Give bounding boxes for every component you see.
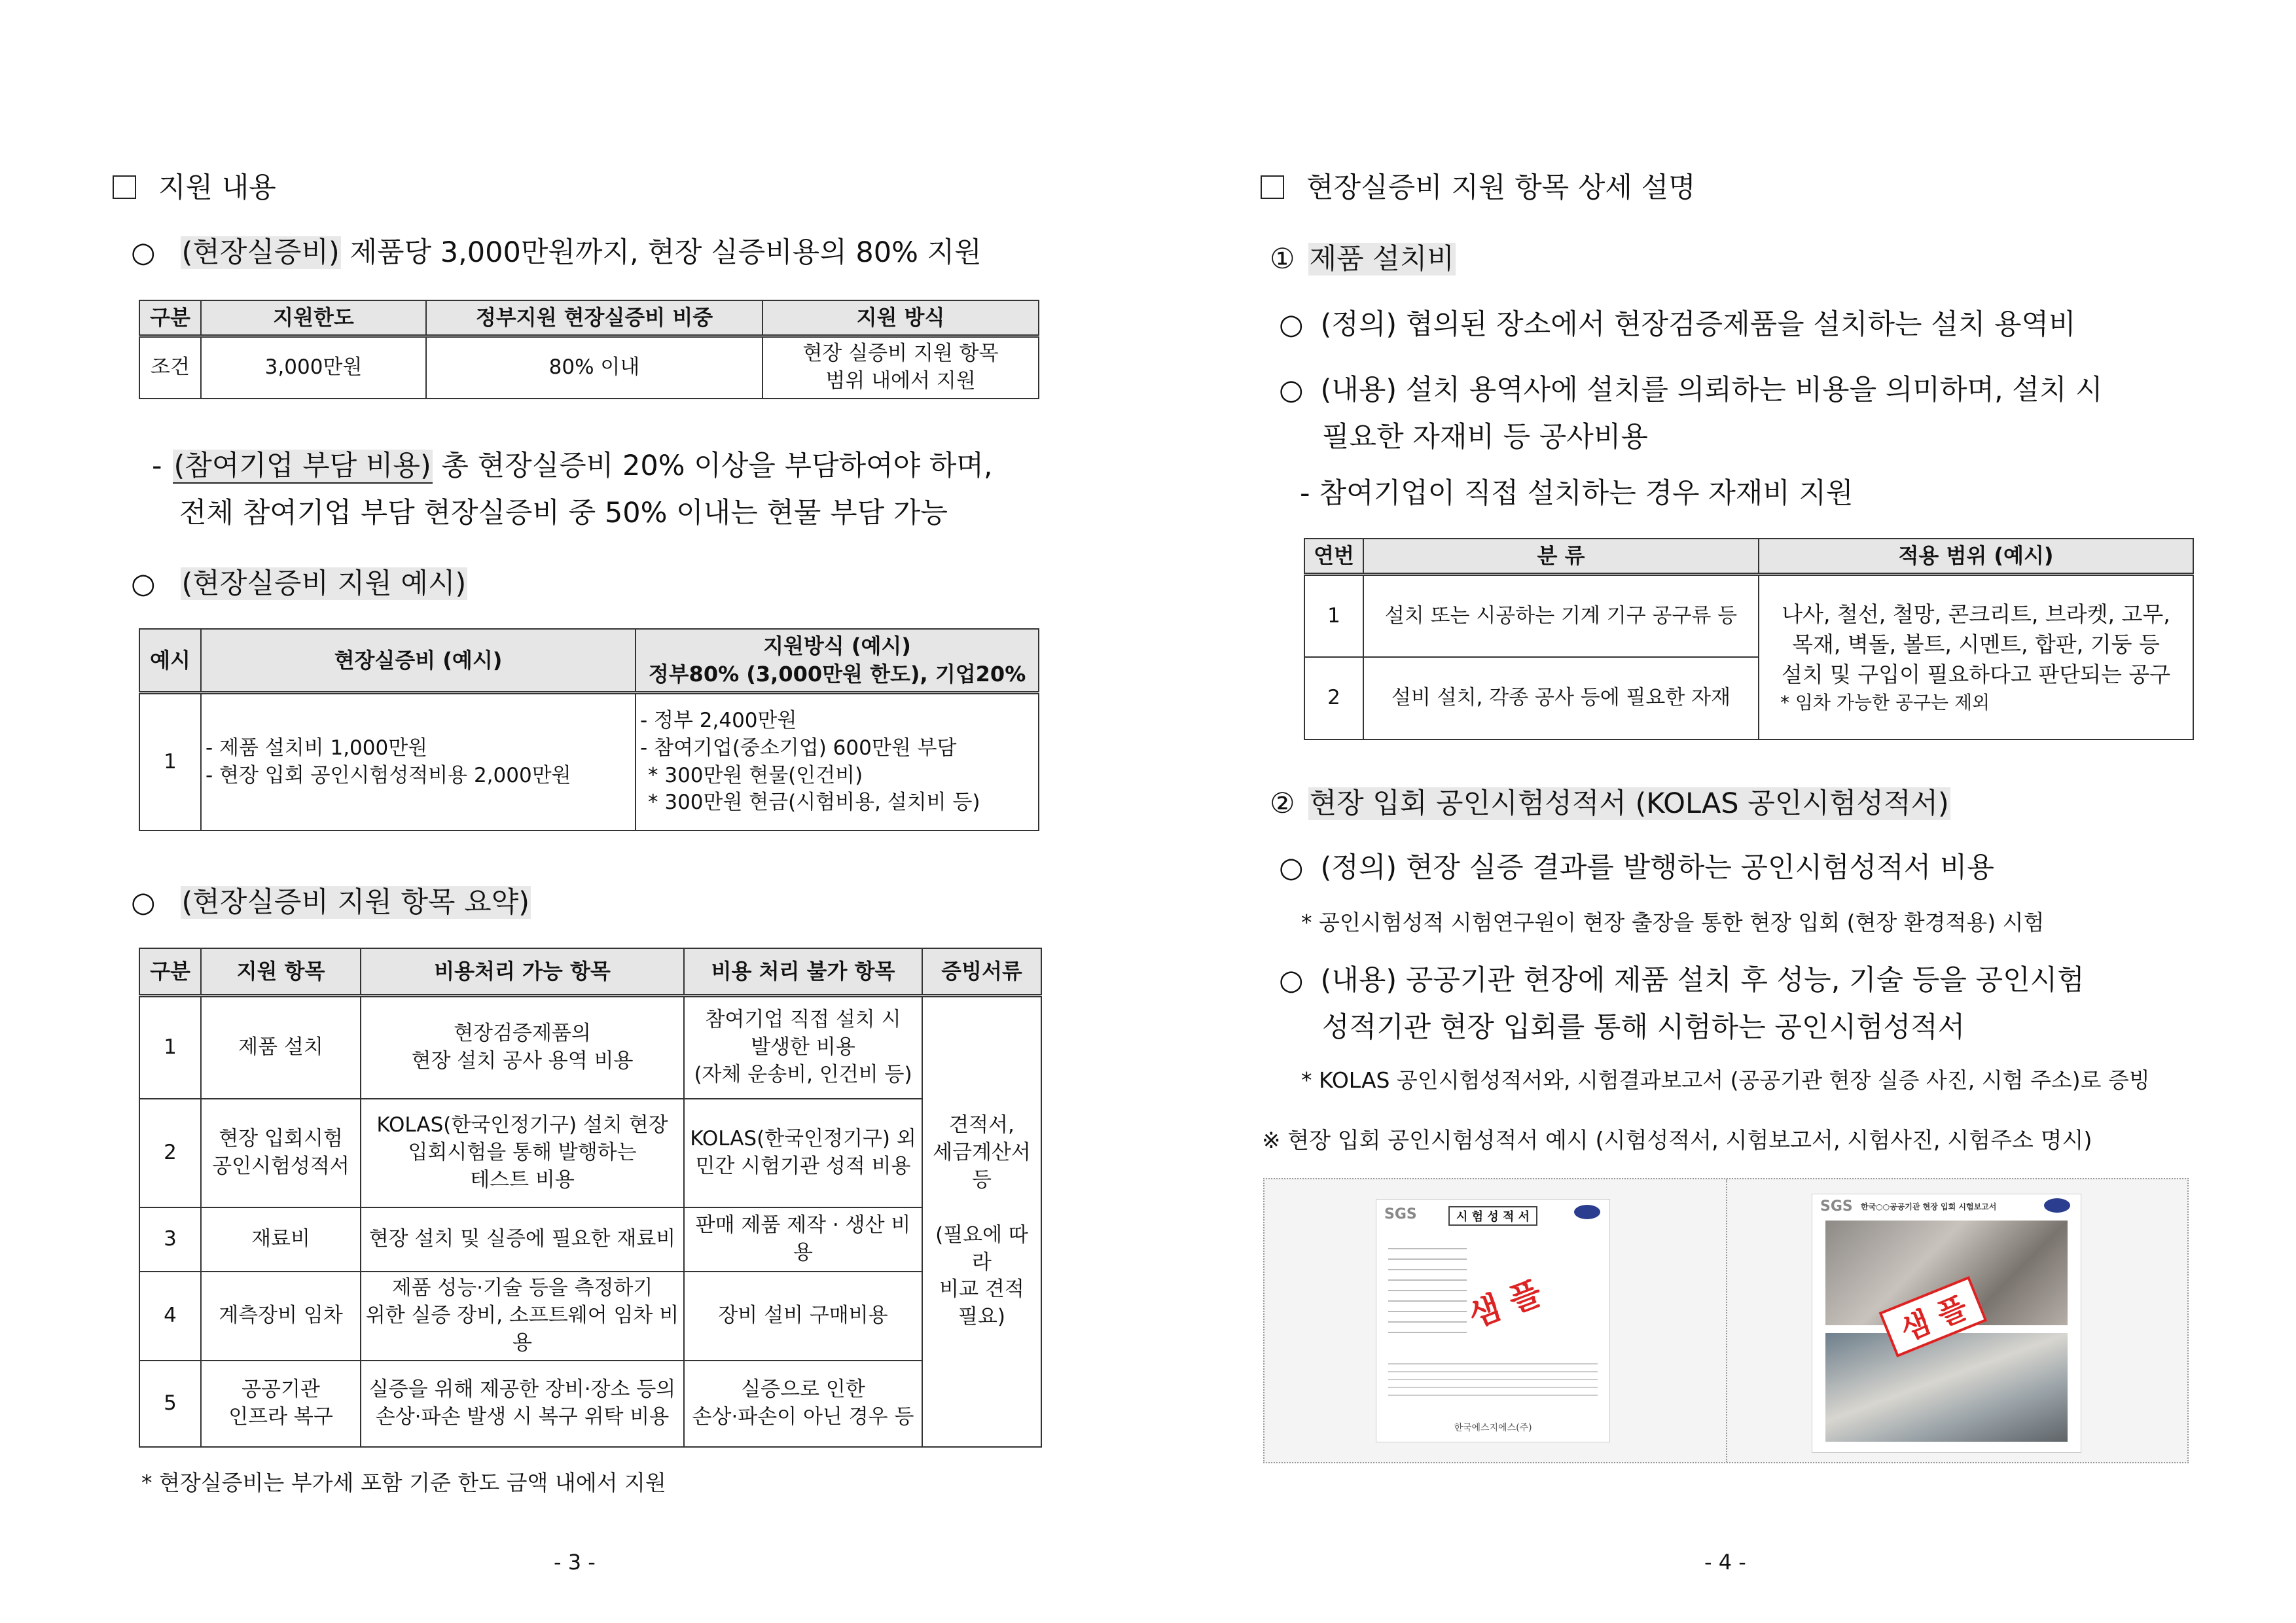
table-cell: 재료비 [201, 1207, 361, 1272]
table-cell: 제품 설치 [201, 995, 361, 1099]
sample-images-box [1263, 1178, 2189, 1463]
table-cell: - 제품 설치비 1,000만원 - 현장 입회 공인시험성적비용 2,000만원 [201, 693, 636, 830]
table-cell: 실증을 위해 제공한 장비·장소 등의 손상·파손 발생 시 복구 위탁 비용 [361, 1361, 684, 1447]
section-heading: 지원 내용 [113, 166, 276, 205]
table-cell: 1 [139, 995, 201, 1099]
support-condition-table [139, 300, 1039, 399]
paragraph-company-burden: - (참여기업 부담 비용) 총 현장실증비 20% 이상을 부담하여야 하며, 전체 참여기업 부담 현장실증비 중 50% 이내는 현물 부담 가능 [152, 450, 993, 529]
support-example-table [139, 628, 1039, 831]
table-cell: 실증으로 인한 손상·파손이 아닌 경우 등 [684, 1361, 922, 1447]
support-items-table [139, 948, 1042, 1448]
page-4 [1148, 0, 2296, 1623]
table-cell: 설비 설치, 각종 공사 등에 필요한 자재 [1363, 657, 1759, 740]
note-example: ※ 현장 입회 공인시험성적서 예시 (시험성적서, 시험보고서, 시험사진, 시험주소 명시) [1262, 1128, 2092, 1154]
site-photo-2 [1825, 1333, 2068, 1442]
page-number: - 4 - [1704, 1550, 1746, 1575]
paragraph-content-1: ○ (내용) 설치 용역사에 설치를 의뢰하는 비용을 의미하며, 설치 시 필요한 자재비 등 공사비용 [1279, 374, 2103, 454]
table-header: 비용 처리 불가 항목 [684, 948, 922, 995]
checkbox-square-icon [1261, 175, 1284, 199]
table-row [139, 1207, 1041, 1272]
table-header: 구분 [139, 948, 201, 995]
table-header: 지원 방식 [762, 300, 1039, 336]
table-row [139, 1361, 1041, 1447]
sample-test-report-image: SGS 시 험 성 적 서 샘 플 한국에스지에스(주) [1376, 1199, 1610, 1442]
table-header: 지원한도 [201, 300, 426, 336]
table-header: 지원 항목 [201, 948, 361, 995]
paragraph-example-heading: ○ (현장실증비 지원 예시) [131, 567, 467, 600]
table-cell: 현장검증제품의 현장 설치 공사 용역 비용 [361, 995, 684, 1099]
paragraph-direct-install: - 참여기업이 직접 설치하는 경우 자재비 지원 [1300, 477, 1854, 510]
material-cost-table [1304, 538, 2194, 740]
page-number: - 3 - [554, 1550, 596, 1575]
table-header: 지원방식 (예시) 정부80% (3,000만원 한도), 기업20% [636, 629, 1039, 693]
subsection-2-title: ② 현장 입회 공인시험성적서 (KOLAS 공인시험성적서) [1270, 787, 1949, 820]
table-cell: - 정부 2,400만원 - 참여기업(중소기업) 600만원 부담 * 300만원 현물(인건비) * 300만원 현금(시험비용, 설치비 등) [636, 693, 1039, 830]
paragraph-definition-2: ○ (정의) 현장 실증 결과를 발행하는 공인시험성적서 비용 [1279, 851, 1994, 884]
table-header: 구분 [139, 300, 201, 336]
table-cell: 설치 또는 시공하는 기계 기구 공구류 등 [1363, 575, 1759, 657]
table-cell: 2 [1304, 657, 1363, 740]
table-cell: 판매 제품 제작 · 생산 비용 [684, 1207, 922, 1272]
table-header: 비용처리 가능 항목 [361, 948, 684, 995]
table-cell: 1 [139, 693, 201, 830]
table-cell: 3,000만원 [201, 336, 426, 399]
table-header: 분 류 [1363, 539, 1759, 575]
table-cell: 계측장비 임차 [201, 1272, 361, 1361]
table-header: 현장실증비 (예시) [201, 629, 636, 693]
evidence-cell: 견적서, 세금계산서 등 (필요에 따라 비교 견적 필요) [922, 995, 1041, 1447]
table-cell: KOLAS(한국인정기구) 설치 현장 입회시험을 통해 발행하는 테스트 비용 [361, 1099, 684, 1207]
paragraph-support-amount: ○ (현장실증비) 제품당 3,000만원까지, 현장 실증비용의 80% 지원 [131, 236, 982, 269]
table-header: 증빙서류 [922, 948, 1041, 995]
section-heading: 현장실증비 지원 항목 상세 설명 [1261, 166, 1696, 205]
footnote: * 현장실증비는 부가세 포함 기준 한도 금액 내에서 지원 [141, 1470, 666, 1495]
table-cell: 참여기업 직접 설치 시 발생한 비용 (자체 운송비, 인건비 등) [684, 995, 922, 1099]
table-header: 예시 [139, 629, 201, 693]
table-header: 적용 범위 (예시) [1759, 539, 2193, 575]
table-cell: 1 [1304, 575, 1363, 657]
sample-test-photo-report-image: SGS 한국○○공공기관 현장 입회 시험보고서 샘 플 [1812, 1194, 2081, 1453]
paragraph-summary-heading: ○ (현장실증비 지원 항목 요약) [131, 886, 530, 919]
sample-stamp: 샘 플 [1463, 1274, 1547, 1335]
table-cell: 5 [139, 1361, 201, 1447]
table-row [139, 1099, 1041, 1207]
table-cell: 4 [139, 1272, 201, 1361]
table-row [139, 995, 1041, 1099]
seal-icon [1574, 1205, 1600, 1219]
table-cell: 장비 설비 구매비용 [684, 1272, 922, 1361]
table-cell: 현장 실증비 지원 항목 범위 내에서 지원 [762, 336, 1039, 399]
table-row [1304, 575, 2193, 657]
table-cell: 제품 성능·기술 등을 측정하기 위한 실증 장비, 소프트웨어 임차 비용 [361, 1272, 684, 1361]
note-test-institute: * 공인시험성적 시험연구원이 현장 출장을 통한 현장 입회 (현장 환경적용) 시험 [1301, 910, 2045, 935]
table-cell: 조건 [139, 336, 201, 399]
table-cell: 현장 입회시험 공인시험성적서 [201, 1099, 361, 1207]
table-cell: 공공기관 인프라 복구 [201, 1361, 361, 1447]
paragraph-content-2: ○ (내용) 공공기관 현장에 제품 설치 후 성능, 기술 등을 공인시험 성적기관 현장 입회를 통해 시험하는 공인시험성적서 [1279, 964, 2085, 1044]
table-cell: 2 [139, 1099, 201, 1207]
table-cell: 3 [139, 1207, 201, 1272]
table-header: 정부지원 현장실증비 비중 [426, 300, 762, 336]
scope-cell: 나사, 철선, 철망, 콘크리트, 브라켓, 고무, 목재, 벽돌, 볼트, 시멘트, 합판, 기둥 등 설치 및 구입이 필요하다고 판단되는 공구 * 임차 가능한 공구는 제외 [1759, 575, 2193, 740]
seal-icon [2044, 1198, 2070, 1213]
paragraph-definition-1: ○ (정의) 협의된 장소에서 현장검증제품을 설치하는 설치 용역비 [1279, 308, 2076, 341]
checkbox-square-icon [113, 175, 136, 199]
table-row [139, 1272, 1041, 1361]
note-kolas: * KOLAS 공인시험성적서와, 시험결과보고서 (공공기관 현장 실증 사진, 시험 주소)로 증빙 [1301, 1067, 2150, 1093]
table-cell: KOLAS(한국인정기구) 외 민간 시험기관 성적 비용 [684, 1099, 922, 1207]
subsection-1-title: ① 제품 설치비 [1270, 243, 1454, 276]
table-cell: 80% 이내 [426, 336, 762, 399]
table-header: 연번 [1304, 539, 1363, 575]
table-cell: 현장 설치 및 실증에 필요한 재료비 [361, 1207, 684, 1272]
sample-stamp: 샘 플 [1879, 1276, 1988, 1357]
